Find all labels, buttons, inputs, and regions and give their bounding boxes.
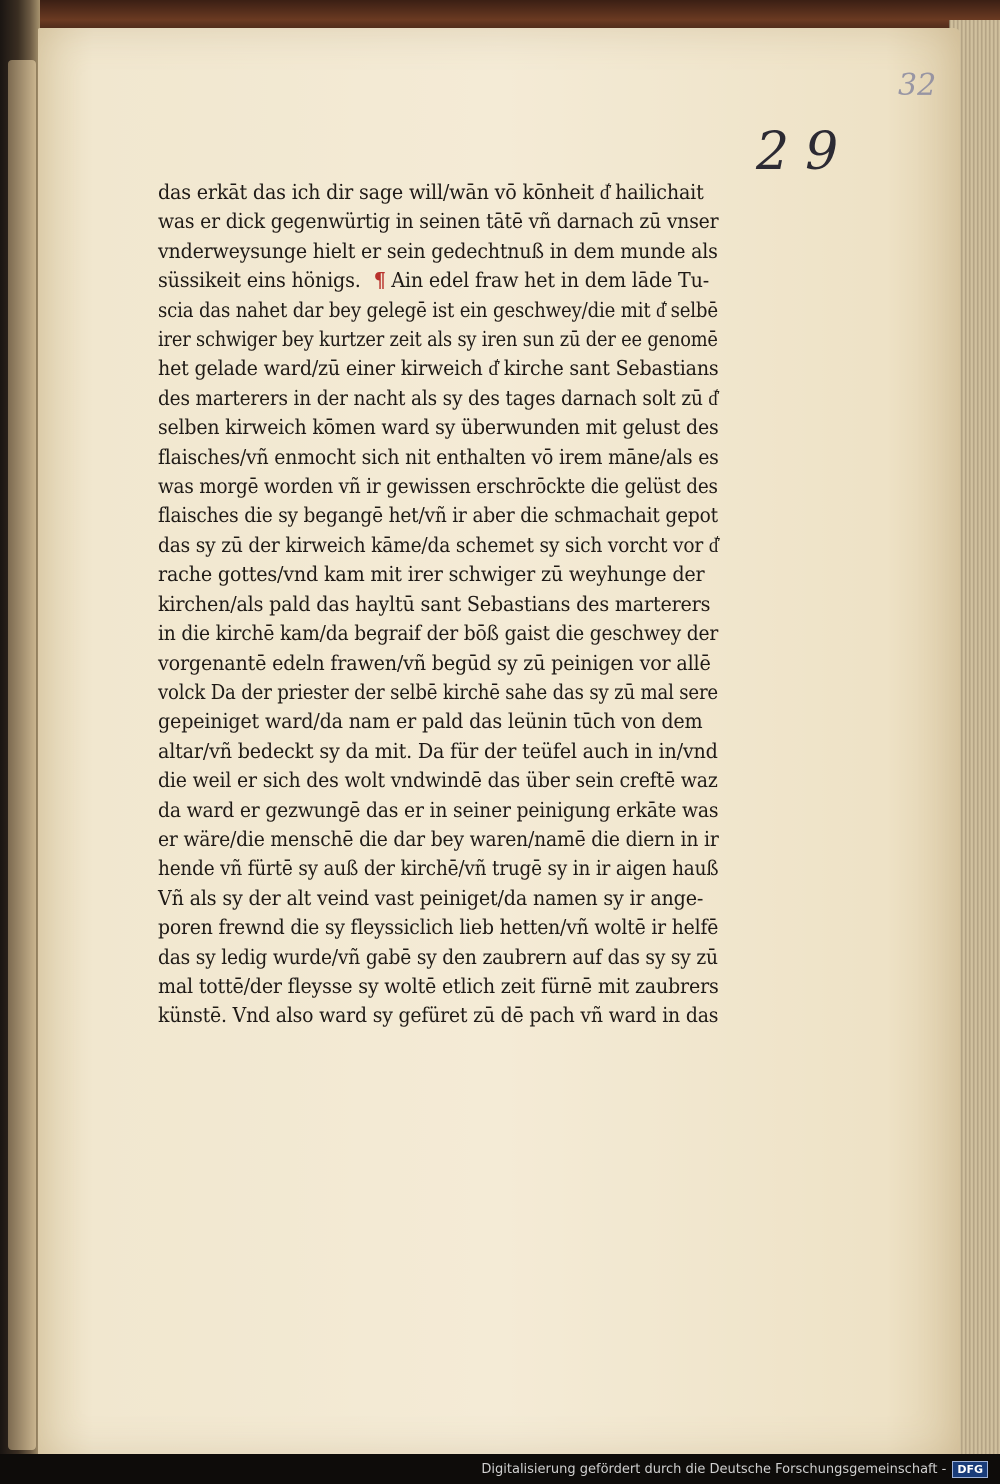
text-line: gepeiniget ward/da nam er pald das leünin tūch von dem [158,709,703,734]
text-line: Vñ als sy der alt veind vast peiniget/da namen sy ir ange- [158,885,704,910]
text-line: was morgē worden vñ ir gewissen erschrōckte die gelüst des [158,474,718,499]
text-line: mal tottē/der fleysse sy woltē etlich zeit fürnē mit zaubrers [158,973,719,998]
text-line: kirchen/als pald das hayltū sant Sebastians des marterers [158,591,711,616]
text-line: poren frewnd die sy fleyssiclich lieb hetten/vñ woltē ir helfē [158,915,719,940]
text-line: die weil er sich des wolt vndwindē das über sein creftē waz [158,768,718,793]
text-line: des marterers in der nacht als sy des tages darnach solt zū d͛ [158,385,718,410]
text-line [158,266,718,295]
text-line: irer schwiger bey kurtzer zeit als sy iren sun zū der ee genomē [158,327,718,352]
text-line: rache gottes/vnd kam mit irer schwiger zū weyhunge der [158,562,705,587]
ink-folio-number: 29 [756,122,855,182]
text-line: scia das nahet dar bey gelegē ist ein geschwey/die mit d͛ selbē [158,297,718,322]
text-line: altar/vñ bedeckt sy da mit. Da für der teüfel auch in in/vnd [158,738,718,763]
text-line: das sy zū der kirweich kāme/da schemet sy sich vorcht vor d͛ [158,532,718,557]
text-line: das erkāt das ich dir sage will/wān vō kōnheit d͛ hailichait [158,180,704,204]
text-line: in die kirchē kam/da begraif der bōß gaist die geschwey der [158,621,719,646]
text-line: flaisches/vñ enmocht sich nit enthalten vō irem māne/als es [158,444,719,469]
digitization-credit: Digitalisierung gefördert durch die Deutsche Forschungsgemeinschaft - [481,1461,947,1477]
facing-page-edge [8,60,36,1450]
text-line: vnderweysunge hielt er sein gedechtnuß in dem munde als [158,238,718,263]
text-line-segment: Ain edel fraw het in dem lāde Tu- [391,268,710,293]
text-line: er wäre/die menschē die dar bey waren/namē die diern in ir [158,826,719,851]
text-line: was er dick gegenwürtig in seinen tātē vñ darnach zū vnser [158,209,719,234]
manuscript-page [38,28,960,1458]
pencil-folio-number: 32 [898,68,937,103]
text-line-segment: süssikeit eins hönigs. [158,268,361,293]
text-block [158,178,758,1031]
text-line: da ward er gezwungē das er in seiner peinigung erkāte was [158,797,719,822]
text-line: flaisches die sy begangē het/vñ ir aber die schmachait gepot [158,503,718,528]
footer [0,1454,1000,1484]
text-line: hende vñ fürtē sy auß der kirchē/vñ trugē sy in ir aigen hauß [158,856,719,881]
dfg-logo: DFG [952,1461,988,1478]
text-line: selben kirweich kōmen ward sy überwunden mit gelust des [158,415,719,440]
text-line: das sy ledig wurde/vñ gabē sy den zaubrern auf das sy sy zū [158,944,718,969]
text-line: künstē. Vnd also ward sy gefüret zū dē pach vñ ward in das [158,1003,719,1028]
text-line: vorgenantē edeln frawen/vñ begūd sy zū peinigen vor allē [158,650,711,675]
text-line: het gelade ward/zū einer kirweich d͛ kirche sant Sebastians [158,356,719,381]
rubric-paragraph-mark: ¶ [373,268,386,293]
text-line: volck Da der priester der selbē kirchē sahe das sy zū mal sere [158,679,718,704]
